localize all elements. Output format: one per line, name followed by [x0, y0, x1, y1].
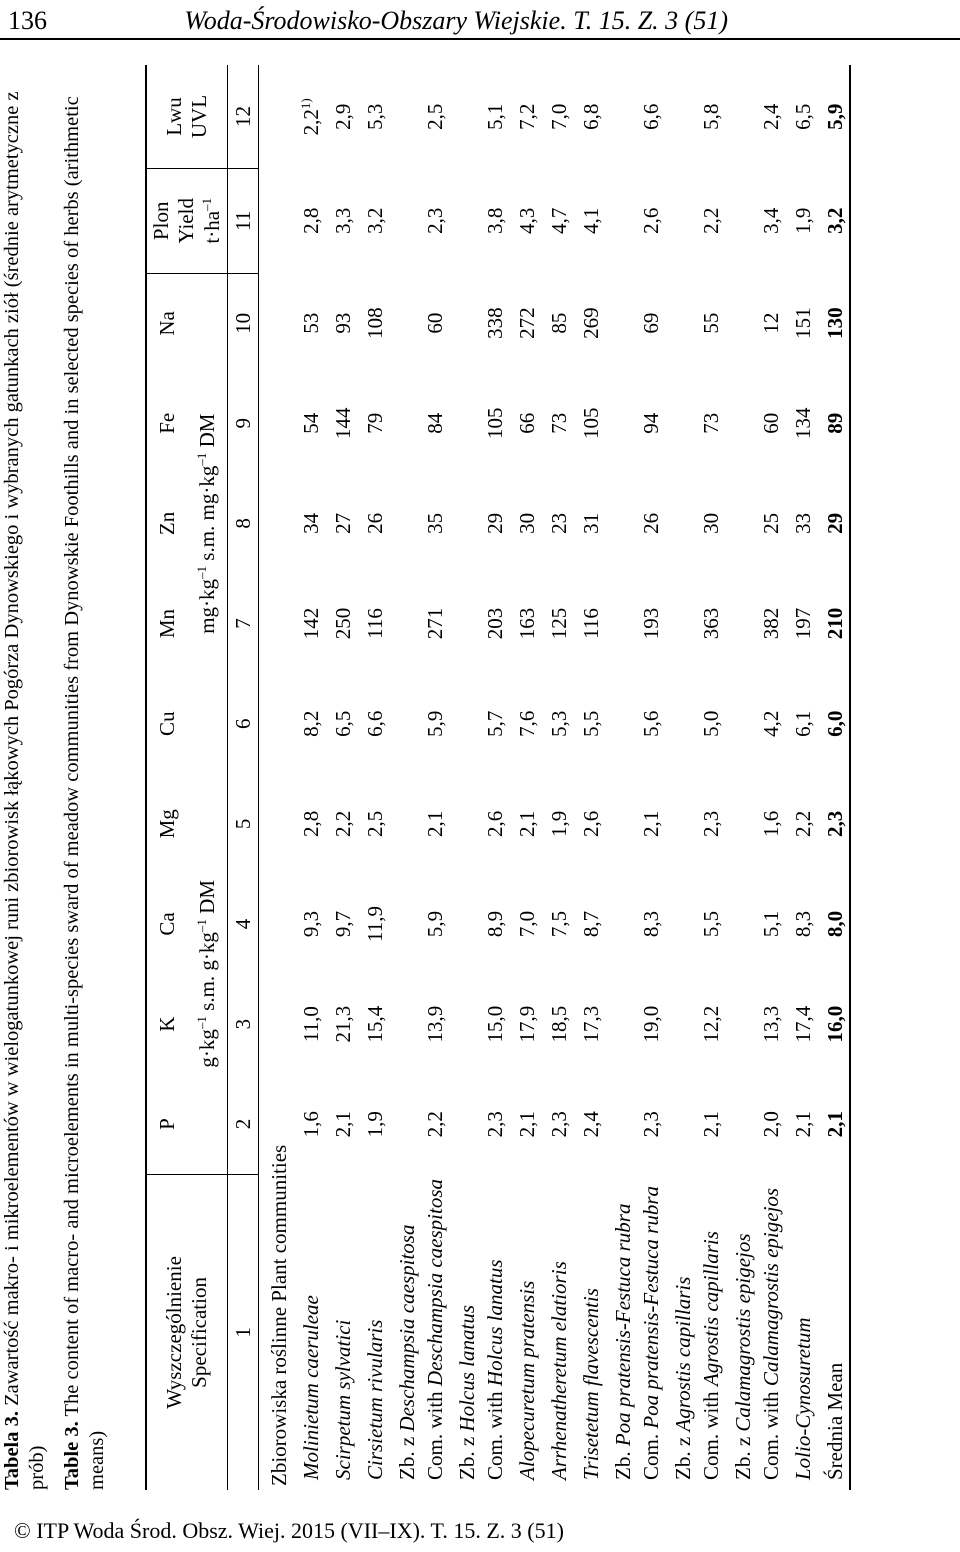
col-mn: Mn — [146, 573, 187, 673]
cell-value: 2,1 — [790, 1111, 815, 1138]
colnum: 9 — [228, 373, 259, 473]
cell-value: 210 — [817, 573, 850, 673]
cell-value: 29 — [482, 512, 507, 534]
cell-value: 69 — [638, 312, 663, 334]
cell-value: 1,9 — [790, 207, 815, 234]
cell-value: 6,5 — [330, 710, 355, 737]
table-row — [509, 65, 541, 1490]
unit-micro: $mg\cdot kg^{-1}$ s.m. $mg\cdot kg^{-1}$ DM — [187, 273, 228, 774]
cell-value: 66 — [514, 412, 539, 434]
cell-value: 6,6 — [362, 710, 387, 737]
cell-value: 3,2 — [817, 169, 850, 274]
cell-value: 108 — [362, 307, 387, 339]
row-spacer — [605, 65, 637, 1174]
uvl-pl: Lwu — [162, 97, 186, 136]
cell-value: 134 — [790, 407, 815, 440]
cell-value: 2,1 — [817, 1074, 850, 1174]
spec-header-pl: Wyszczególnienie — [162, 1256, 186, 1409]
spec-header-en: Specification — [187, 1277, 211, 1388]
cell-value: 15,0 — [482, 1005, 507, 1043]
cell-value: 7,5 — [546, 910, 571, 938]
cell-value: 5,6 — [638, 710, 663, 737]
table-row — [757, 65, 785, 1490]
cell-value: 33 — [790, 512, 815, 534]
cell-value: 2,2$^{1)}$ — [298, 98, 323, 136]
cell-value: 363 — [698, 607, 723, 640]
cell-value: 94 — [638, 412, 663, 434]
cell-value: 73 — [698, 412, 723, 434]
cell-value: 19,0 — [638, 1005, 663, 1043]
cell-value: 2,2 — [698, 207, 723, 234]
cell-value: 5,3 — [546, 710, 571, 737]
cell-value: 105 — [482, 407, 507, 440]
caption-pl-text: Zawartość makro- i mikroelementów w wielogatunkowej runi zbiorowisk łąkowych Pogórza Dynowskiego i wybranych gatunkach ziół (średnie arytmetyczne z prób) — [1, 91, 48, 1490]
cell-value: 12 — [758, 312, 783, 334]
cell-value: 116 — [578, 608, 603, 639]
table-body — [259, 65, 851, 1490]
cell-value: 2,3 — [546, 1111, 571, 1138]
col-p: P — [146, 1074, 187, 1174]
cell-value: 2,3 — [638, 1111, 663, 1138]
cell-value: 2,6 — [578, 810, 603, 837]
cell-value: 2,1 — [422, 810, 447, 837]
cell-value: 105 — [578, 407, 603, 440]
cell-value: 9,3 — [298, 910, 323, 938]
col-zn: Zn — [146, 473, 187, 573]
cell-value: 2,5 — [422, 103, 447, 130]
cell-value: 2,1 — [698, 1111, 723, 1138]
rotated-table-page — [0, 50, 860, 1490]
unit-macro: $g\cdot kg^{-1}$ s.m. $g\cdot kg^{-1}$ DM — [194, 879, 219, 1068]
copyright-footer: © ITP Woda Środ. Obsz. Wiej. 2015 (VII–IX). T. 15. Z. 3 (51) — [14, 1518, 564, 1543]
cell-value: 2,3 — [817, 774, 850, 874]
cell-value: 2,2 — [790, 810, 815, 837]
cell-value: 4,2 — [758, 710, 783, 737]
cell-value: 2,6 — [482, 810, 507, 837]
cell-value: 8,7 — [578, 910, 603, 938]
cell-value: 6,6 — [638, 103, 663, 130]
row-name-pl: Zb. z Calamagrostis epigejos — [730, 1233, 755, 1480]
cell-value: 31 — [578, 512, 603, 534]
cell-value: 7,0 — [546, 103, 571, 130]
row-name: Com. with Holcus lanatus — [482, 1259, 507, 1480]
table-row — [421, 65, 449, 1490]
cell-value: 5,9 — [422, 910, 447, 938]
cell-value: 60 — [422, 312, 447, 334]
row-name: Arrhenatheretum elatioris — [546, 1261, 571, 1480]
row-name: Alopecuretum pratensis — [514, 1280, 539, 1480]
table-row — [725, 65, 757, 1490]
colnum: 10 — [228, 273, 259, 373]
cell-value: 5,7 — [482, 710, 507, 737]
colnum: 12 — [228, 65, 259, 169]
footnote-marker: 1) — [298, 98, 313, 110]
table-row — [389, 65, 421, 1490]
yield-pl: Plon — [149, 201, 173, 241]
row-name: Cirsietum rivularis — [362, 1319, 387, 1480]
cell-value: 193 — [638, 607, 663, 640]
table-row — [573, 65, 605, 1490]
cell-value: 16,0 — [817, 974, 850, 1074]
section-title: Zbiorowiska roślinne Plant communities — [266, 1144, 291, 1486]
cell-value: 9,7 — [330, 910, 355, 938]
cell-value: 2,1 — [514, 810, 539, 837]
cell-value: 5,0 — [698, 710, 723, 737]
cell-value: 35 — [422, 512, 447, 534]
cell-value: 17,9 — [514, 1005, 539, 1043]
cell-value: 93 — [330, 312, 355, 334]
cell-value: 197 — [790, 607, 815, 640]
yield-en: Yield — [174, 198, 198, 244]
cell-value: 5,1 — [482, 103, 507, 130]
cell-value: 2,5 — [362, 810, 387, 837]
cell-value: 4,7 — [546, 207, 571, 234]
cell-value: 26 — [362, 512, 387, 534]
cell-value: 2,2 — [422, 1111, 447, 1138]
table-row — [665, 65, 697, 1490]
cell-value: 116 — [362, 608, 387, 639]
cell-value: 54 — [298, 412, 323, 434]
table-row — [785, 65, 817, 1490]
cell-value: 2,8 — [298, 207, 323, 234]
cell-value: 203 — [482, 607, 507, 640]
row-name-pl: Zb. z Deschampsia caespitosa — [394, 1224, 419, 1480]
colnum: 4 — [228, 874, 259, 974]
cell-value: 29 — [817, 473, 850, 573]
row-spacer — [389, 65, 421, 1174]
cell-value: 5,5 — [578, 710, 603, 737]
row-name-pl: Zb. z Holcus lanatus — [454, 1305, 479, 1480]
cell-value: 5,5 — [698, 910, 723, 938]
cell-value: 2,0 — [758, 1111, 783, 1138]
colnum: 3 — [228, 974, 259, 1074]
cell-value: 151 — [790, 307, 815, 339]
cell-value: 1,9 — [362, 1111, 387, 1138]
spec-header — [146, 1174, 228, 1490]
uvl-en: UVL — [187, 94, 211, 139]
cell-value: 130 — [817, 273, 850, 373]
data-table — [145, 65, 851, 1490]
cell-value: 250 — [330, 607, 355, 640]
cell-value: 53 — [298, 312, 323, 334]
cell-value: 23 — [546, 512, 571, 534]
cell-value: 3,2 — [362, 207, 387, 234]
cell-value: 84 — [422, 412, 447, 434]
yield-unit: $t\cdot ha^{-1}$ — [199, 197, 224, 244]
cell-value: 5,1 — [758, 910, 783, 938]
cell-value: 1,6 — [758, 810, 783, 837]
col-yield — [146, 169, 228, 274]
cell-value: 30 — [698, 512, 723, 534]
cell-value: 13,9 — [422, 1005, 447, 1043]
table-caption — [0, 60, 110, 1490]
row-name: Com. with Agrostis capillaris — [698, 1231, 723, 1480]
cell-value: 2,3 — [482, 1111, 507, 1138]
table-row — [817, 65, 850, 1490]
cell-value: 1,6 — [298, 1111, 323, 1138]
colnum: 1 — [228, 1174, 259, 1490]
cell-value: 34 — [298, 512, 323, 534]
cell-value: 271 — [422, 607, 447, 640]
table-row — [357, 65, 389, 1490]
cell-value: 4,3 — [514, 207, 539, 234]
cell-value: 17,4 — [790, 1005, 815, 1043]
page-header — [0, 0, 960, 42]
row-name: Lolio-Cynosuretum — [790, 1317, 815, 1480]
cell-value: 8,3 — [638, 910, 663, 938]
col-cu: Cu — [146, 674, 187, 774]
cell-value: 26 — [638, 512, 663, 534]
cell-value: 2,4 — [758, 103, 783, 130]
row-name-pl: Zb. Poa pratensis-Festuca rubra — [610, 1203, 635, 1480]
col-uvl — [146, 65, 228, 169]
cell-value: 2,2 — [330, 810, 355, 837]
cell-value: 2,1 — [330, 1111, 355, 1138]
cell-value: 4,1 — [578, 207, 603, 234]
caption-en-text: The content of macro- and microelements in multi-species sward of meadow communities from Dynowskie Foothills and in selected species of herbs (arithmetic means) — [61, 96, 108, 1490]
cell-value: 142 — [298, 607, 323, 640]
table-row — [481, 65, 509, 1490]
row-name-pl: Zb. z Agrostis capillaris — [670, 1276, 695, 1480]
cell-value: 73 — [546, 412, 571, 434]
header-rule — [0, 38, 960, 40]
cell-value: 21,3 — [330, 1005, 355, 1043]
caption-en-label: Table 3. — [61, 1421, 83, 1490]
cell-value: 125 — [546, 607, 571, 640]
cell-value: 13,3 — [758, 1005, 783, 1043]
cell-value: 89 — [817, 373, 850, 473]
col-ca: Ca — [146, 874, 187, 974]
cell-value: 17,3 — [578, 1005, 603, 1043]
cell-value: 2,4 — [578, 1111, 603, 1138]
cell-value: 18,5 — [546, 1005, 571, 1043]
col-mg: Mg — [146, 774, 187, 874]
caption-polish — [0, 60, 50, 1490]
cell-value: 8,3 — [790, 910, 815, 938]
row-name: Molinietum caeruleae — [298, 1295, 323, 1480]
cell-value: 6,5 — [790, 103, 815, 130]
cell-value: 7,0 — [514, 910, 539, 938]
cell-value: 2,3 — [698, 810, 723, 837]
caption-pl-label: Tabela 3. — [1, 1411, 23, 1490]
cell-value: 338 — [482, 307, 507, 339]
row-name: Com. with Calamagrostis epigejos — [758, 1187, 783, 1480]
row-name: Średnia Mean — [817, 1174, 850, 1490]
colnum: 5 — [228, 774, 259, 874]
colnum: 7 — [228, 573, 259, 673]
cell-value: 11,0 — [298, 1006, 323, 1043]
colnum: 8 — [228, 473, 259, 573]
cell-value: 5,9 — [422, 710, 447, 737]
cell-value: 5,8 — [698, 103, 723, 130]
row-name: Trisetetum flavescentis — [578, 1288, 603, 1480]
table-row — [293, 65, 325, 1490]
cell-value: 15,4 — [362, 1005, 387, 1043]
cell-value: 3,4 — [758, 207, 783, 234]
cell-value: 2,6 — [638, 207, 663, 234]
cell-value: 79 — [362, 412, 387, 434]
cell-value: 1,9 — [546, 810, 571, 837]
cell-value: 5,3 — [362, 103, 387, 130]
cell-value: 6,0 — [817, 674, 850, 774]
cell-value: 269 — [578, 307, 603, 339]
cell-value: 8,9 — [482, 910, 507, 938]
table-row — [449, 65, 481, 1490]
cell-value: 163 — [514, 607, 539, 640]
cell-value: 7,6 — [514, 710, 539, 737]
cell-value: 272 — [514, 307, 539, 339]
colnum: 11 — [228, 169, 259, 274]
cell-value: 144 — [330, 407, 355, 440]
cell-value: 12,2 — [698, 1005, 723, 1043]
row-spacer — [449, 65, 481, 1174]
col-na: Na — [146, 273, 187, 373]
cell-value: 2,9 — [330, 103, 355, 130]
cell-value: 85 — [546, 312, 571, 334]
col-fe: Fe — [146, 373, 187, 473]
cell-value: 3,8 — [482, 207, 507, 234]
table-row — [697, 65, 725, 1490]
cell-value: 25 — [758, 512, 783, 534]
col-k: K — [146, 974, 187, 1074]
cell-value: 6,8 — [578, 103, 603, 130]
cell-value: 8,0 — [817, 874, 850, 974]
cell-value: 2,8 — [298, 810, 323, 837]
row-name: Scirpetum sylvatici — [330, 1319, 355, 1480]
colnum: 6 — [228, 674, 259, 774]
caption-english — [60, 60, 110, 1490]
cell-value: 6,1 — [790, 710, 815, 737]
journal-title: Woda-Środowisko-Obszary Wiejskie. T. 15. Z. 3 (51) — [184, 6, 728, 35]
cell-value: 382 — [758, 607, 783, 640]
cell-value: 3,3 — [330, 207, 355, 234]
table-row — [325, 65, 357, 1490]
cell-value: 30 — [514, 512, 539, 534]
cell-value: 2,1 — [638, 810, 663, 837]
cell-value: 60 — [758, 412, 783, 434]
page-number: 136 — [8, 6, 47, 35]
table-row — [541, 65, 573, 1490]
table-row — [605, 65, 637, 1490]
cell-value: 5,9 — [817, 65, 850, 169]
table-row — [637, 65, 665, 1490]
cell-value: 55 — [698, 312, 723, 334]
cell-value: 2,3 — [422, 207, 447, 234]
row-spacer — [665, 65, 697, 1174]
cell-value: 27 — [330, 512, 355, 534]
colnum: 2 — [228, 1074, 259, 1174]
cell-value: 7,2 — [514, 103, 539, 130]
cell-value: 11,9 — [362, 905, 387, 942]
cell-value: 2,1 — [514, 1111, 539, 1138]
row-spacer — [725, 65, 757, 1174]
row-name: Com. Poa pratensis-Festuca rubra — [638, 1186, 663, 1480]
row-name: Com. with Deschampsia caespitosa — [422, 1179, 447, 1480]
cell-value: 8,2 — [298, 710, 323, 737]
